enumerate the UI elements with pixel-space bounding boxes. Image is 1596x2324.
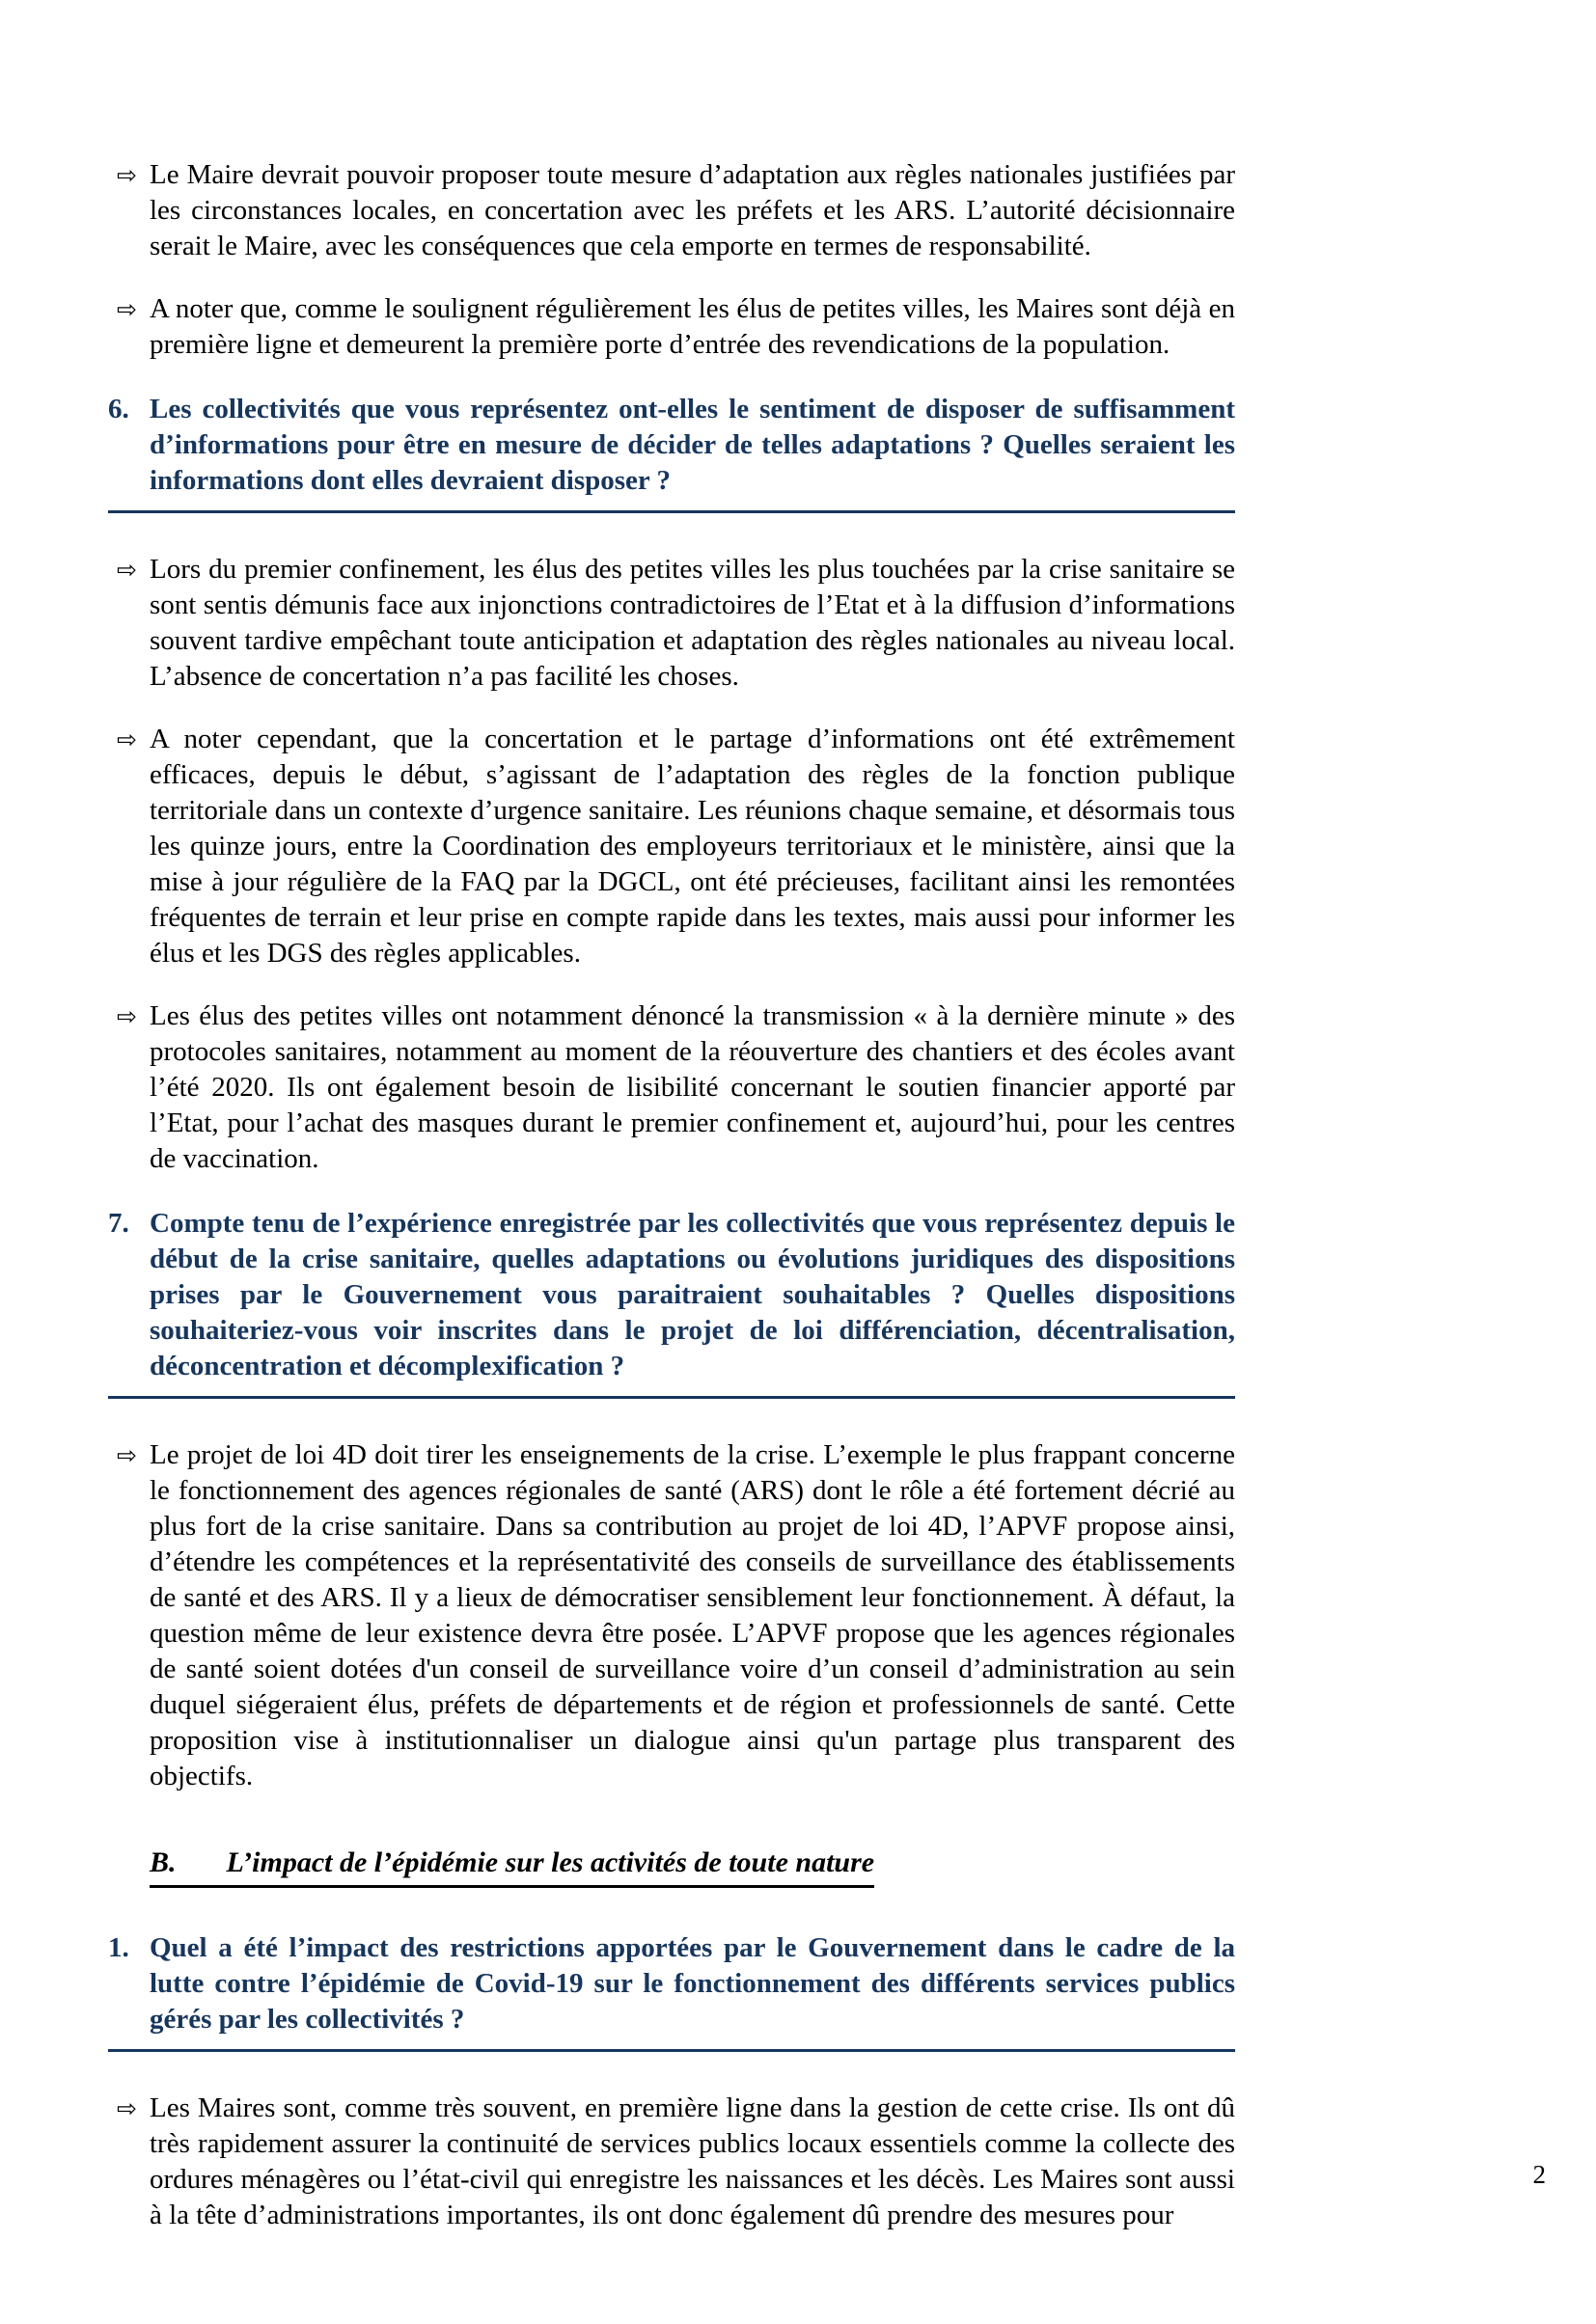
- paragraph-text: A noter cependant, que la concertation et le partage d’informations ont été extrêmement efficaces, depuis le début, s’agissant de l’adaptation des règles de la fonction publique territoriale dans un contexte d’urgence sanitaire. Les réunions chaque semaine, et désormais tous les quinze jours, entre la Coordination des employeurs territoriaux et le ministère, ainsi que la mise à jour régulière de la FAQ par la DGCL, ont été précieuses, facilitant ainsi les remontées fréquentes de terrain et leur prise en compte rapide dans les textes, mais aussi pour informer les élus et les DGS des règles applicables.: [150, 724, 1235, 969]
- section-title: L’impact de l’épidémie sur les activités de toute nature: [226, 1846, 875, 1878]
- bullet-paragraph: [108, 1437, 1235, 1794]
- page-number: 2: [1532, 2160, 1546, 2189]
- arrow-bullet-icon: ⇨: [117, 725, 137, 753]
- document-body: [108, 157, 1235, 2260]
- arrow-bullet-icon: ⇨: [117, 1002, 137, 1030]
- section-heading-inner: [150, 1845, 874, 1888]
- bullet-paragraph: [108, 552, 1235, 695]
- arrow-bullet-icon: ⇨: [117, 295, 137, 323]
- bullet-paragraph: [108, 157, 1235, 264]
- question-text: Les collectivités que vous représentez ont-elles le sentiment de disposer de suffisamment d’informations pour être en mesure de décider de telles adaptations ? Quelles seraient les informations dont elles devraient disposer ?: [150, 394, 1235, 496]
- question-item-7: [108, 1206, 1235, 1399]
- arrow-bullet-icon: ⇨: [117, 1441, 137, 1469]
- bullet-paragraph: [108, 2091, 1235, 2233]
- question-item-6: [108, 392, 1235, 513]
- question-item-1: [108, 1930, 1235, 2052]
- question-text: Compte tenu de l’expérience enregistrée par les collectivités que vous représentez depuis le début de la crise sanitaire, quelles adaptations ou évolutions juridiques des dispositions prises par le Gouvernement vous paraitraient souhaitables ? Quelles dispositions souhaiteriez-vous voir inscrites dans le projet de loi différenciation, décentralisation, déconcentration et décomplexification ?: [150, 1208, 1235, 1381]
- bullet-paragraph: [108, 722, 1235, 971]
- paragraph-text: Les Maires sont, comme très souvent, en première ligne dans la gestion de cette crise. Ils ont dû très rapidement assurer la continuité de services publics locaux essentiels comme la collecte des ordures ménagères ou l’état-civil qui enregistre les naissances et les décès. Les Maires sont aussi à la tête d’administrations importantes, ils ont donc également dû prendre des mesures pour: [150, 2092, 1235, 2230]
- paragraph-text: Lors du premier confinement, les élus des petites villes les plus touchées par la crise sanitaire se sont sentis démunis face aux injonctions contradictoires de l’Etat et à la diffusion d’informations souvent tardive empêchant toute anticipation et adaptation des règles nationales au niveau local. L’absence de concertation n’a pas facilité les choses.: [150, 554, 1235, 692]
- paragraph-text: Le Maire devrait pouvoir proposer toute mesure d’adaptation aux règles nationales justifiées par les circonstances locales, en concertation avec les préfets et les ARS. L’autorité décisionnaire serait le Maire, avec les conséquences que cela emporte en termes de responsabilité.: [150, 159, 1235, 261]
- paragraph-text: Le projet de loi 4D doit tirer les enseignements de la crise. L’exemple le plus frappant concerne le fonctionnement des agences régionales de santé (ARS) dont le rôle a été fortement décrié au plus fort de la crise sanitaire. Dans sa contribution au projet de loi 4D, l’APVF propose ainsi, d’étendre les compétences et la représentativité des conseils de surveillance des établissements de santé et des ARS. Il y a lieux de démocratiser sensiblement leur fonctionnement. À défaut, la question même de leur existence devra être posée. L’APVF propose que les agences régionales de santé soient dotées d'un conseil de surveillance voire d’un conseil d’administration au sein duquel siégeraient élus, préfets de départements et de région et professionnels de santé. Cette proposition vise à institutionnaliser un dialogue ainsi qu'un partage plus transparent des objectifs.: [150, 1439, 1235, 1791]
- question-number: 6.: [108, 394, 129, 424]
- section-letter: B.: [150, 1846, 177, 1878]
- arrow-bullet-icon: ⇨: [117, 161, 137, 189]
- section-heading-b: [150, 1845, 1235, 1888]
- bullet-paragraph: [108, 998, 1235, 1177]
- bullet-paragraph: [108, 291, 1235, 363]
- paragraph-text: A noter que, comme le soulignent régulièrement les élus de petites villes, les Maires sont déjà en première ligne et demeurent la première porte d’entrée des revendications de la population.: [150, 293, 1235, 360]
- paragraph-text: Les élus des petites villes ont notamment dénoncé la transmission « à la dernière minute » des protocoles sanitaires, notamment au moment de la réouverture des chantiers et des écoles avant l’été 2020. Ils ont également besoin de lisibilité concernant le soutien financier apporté par l’Etat, pour l’achat des masques durant le premier confinement et, aujourd’hui, pour les centres de vaccination.: [150, 1000, 1235, 1174]
- question-number: 7.: [108, 1208, 129, 1239]
- question-text: Quel a été l’impact des restrictions apportées par le Gouvernement dans le cadre de la lutte contre l’épidémie de Covid-19 sur le fonctionnement des différents services publics gérés par les collectivités ?: [150, 1932, 1235, 2035]
- arrow-bullet-icon: ⇨: [117, 2094, 137, 2122]
- arrow-bullet-icon: ⇨: [117, 556, 137, 584]
- question-number: 1.: [108, 1932, 129, 1963]
